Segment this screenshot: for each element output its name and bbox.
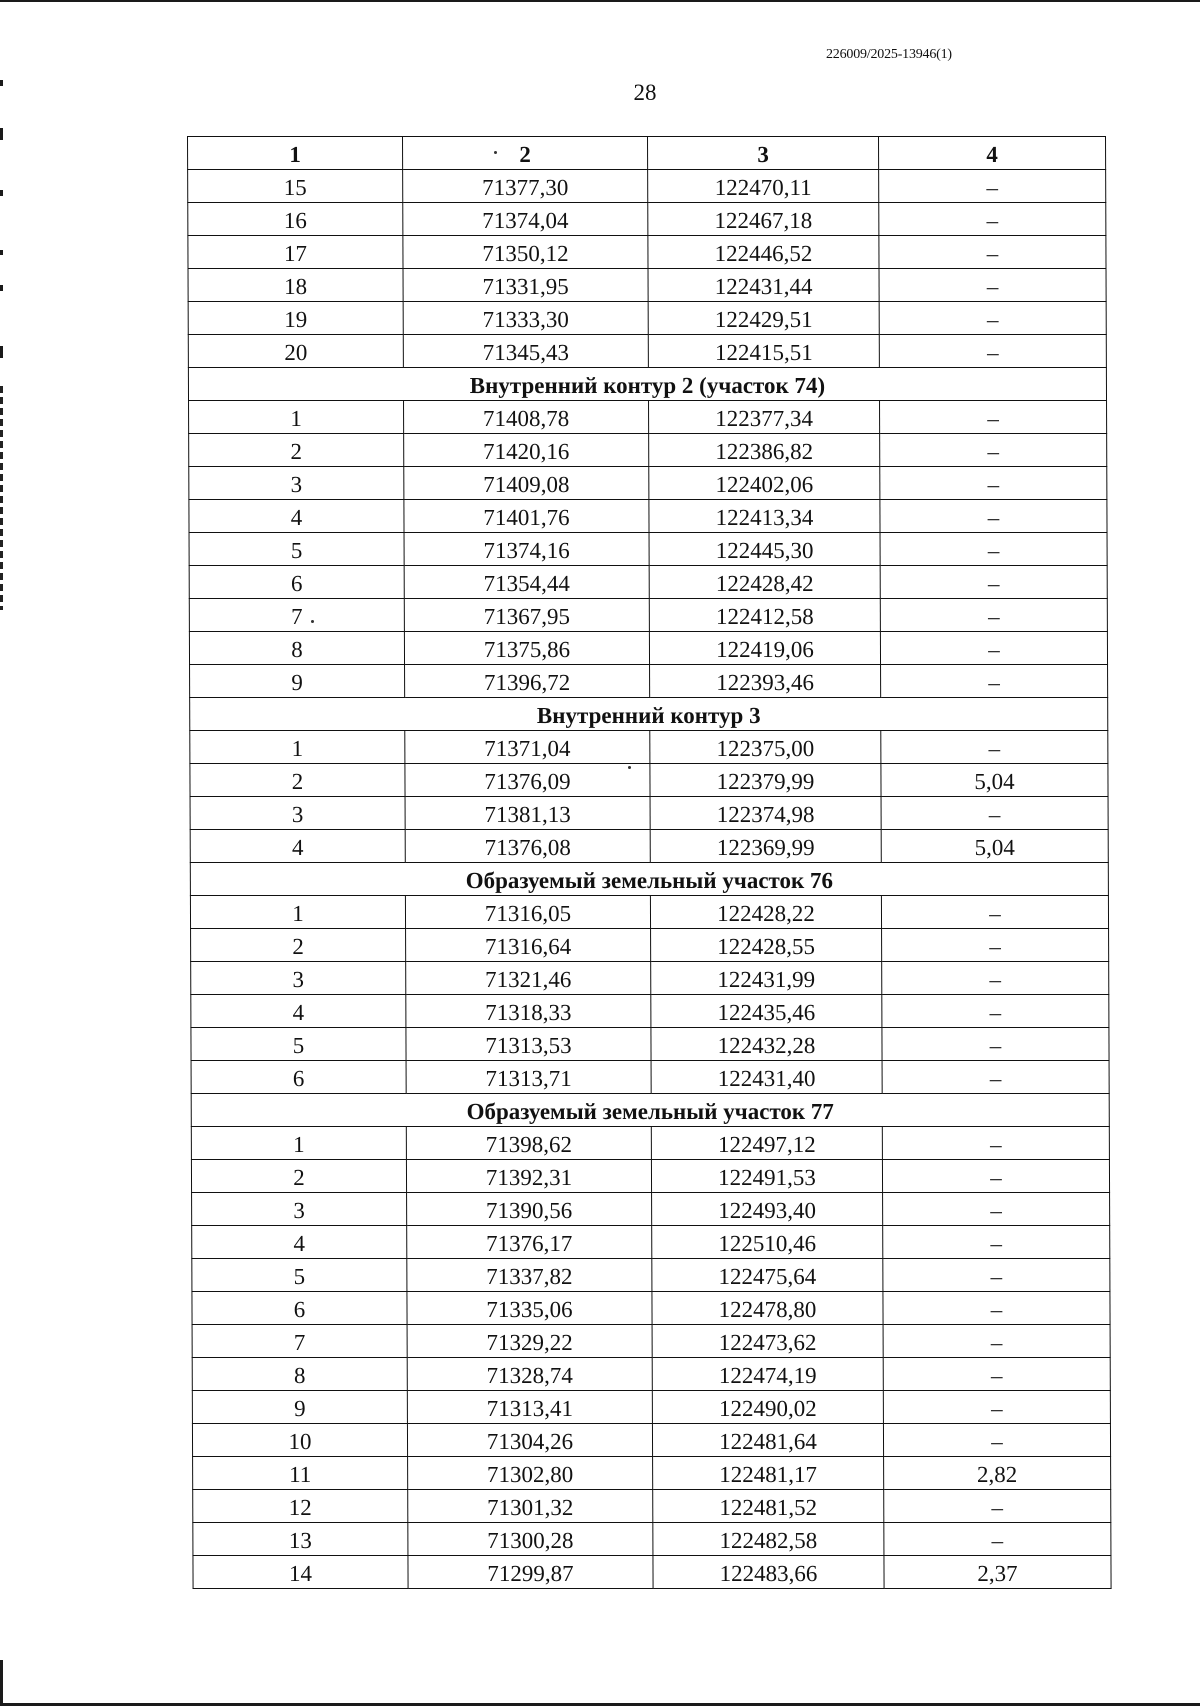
coordinate-x-cell: 71367,95 xyxy=(404,599,649,632)
section-title: Образуемый земельный участок 77 xyxy=(191,1094,1109,1127)
column-header-1: 1 xyxy=(188,137,403,170)
point-number-cell: 4 xyxy=(191,995,406,1028)
coordinate-x-cell: 71301,32 xyxy=(408,1490,653,1523)
coordinate-x-cell: 71390,56 xyxy=(407,1193,652,1226)
table-row xyxy=(191,1028,1109,1061)
coordinate-y-cell: 122481,17 xyxy=(653,1457,884,1490)
value-cell: – xyxy=(884,1523,1111,1556)
coordinate-y-cell: 122429,51 xyxy=(648,302,879,335)
scan-margin-mark xyxy=(0,128,3,140)
page-number: 28 xyxy=(633,80,657,105)
table-row xyxy=(192,1391,1110,1424)
table-row xyxy=(188,170,1106,203)
coordinate-y-cell: 122379,99 xyxy=(650,764,881,797)
value-cell: – xyxy=(883,1325,1110,1358)
table-header xyxy=(188,137,1106,170)
coordinate-x-cell: 71337,82 xyxy=(407,1259,652,1292)
point-number-cell: 18 xyxy=(188,269,403,302)
table-row xyxy=(188,236,1106,269)
coordinate-y-cell: 122473,62 xyxy=(652,1325,883,1358)
coordinate-x-cell: 71377,30 xyxy=(403,170,648,203)
coordinate-x-cell: 71374,16 xyxy=(404,533,649,566)
value-cell: – xyxy=(881,896,1108,929)
table-row xyxy=(192,1358,1110,1391)
header-row xyxy=(188,137,1106,170)
section-row xyxy=(191,1094,1109,1127)
scan-speck xyxy=(628,766,631,769)
value-cell: – xyxy=(880,632,1107,665)
value-cell: – xyxy=(882,995,1109,1028)
coordinate-y-cell: 122428,42 xyxy=(649,566,880,599)
coordinate-x-cell: 71375,86 xyxy=(404,632,649,665)
section-row xyxy=(188,368,1106,401)
table-row xyxy=(188,335,1106,368)
coordinate-x-cell: 71408,78 xyxy=(404,401,649,434)
point-number-cell: 9 xyxy=(192,1391,407,1424)
coordinate-y-cell: 122467,18 xyxy=(648,203,879,236)
point-number-cell: 1 xyxy=(190,731,405,764)
value-cell: – xyxy=(879,335,1106,368)
coordinate-x-cell: 71381,13 xyxy=(405,797,650,830)
point-number-cell: 16 xyxy=(188,203,403,236)
coordinate-x-cell: 71316,05 xyxy=(405,896,650,929)
value-cell: – xyxy=(884,1490,1111,1523)
value-cell: – xyxy=(882,962,1109,995)
coordinate-y-cell: 122393,46 xyxy=(650,665,881,698)
point-number-cell: 3 xyxy=(191,962,406,995)
coordinate-y-cell: 122475,64 xyxy=(652,1259,883,1292)
coordinate-y-cell: 122478,80 xyxy=(652,1292,883,1325)
table-row xyxy=(189,599,1107,632)
section-row xyxy=(190,698,1108,731)
column-header-2: 2 xyxy=(403,137,648,170)
coordinate-y-cell: 122446,52 xyxy=(648,236,879,269)
table-row xyxy=(192,1259,1110,1292)
coordinate-y-cell: 122431,99 xyxy=(651,962,882,995)
scan-border-left xyxy=(0,1660,3,1706)
value-cell: – xyxy=(883,1424,1110,1457)
scan-margin-mark xyxy=(0,346,3,358)
value-cell: – xyxy=(880,434,1107,467)
coordinate-x-cell: 71409,08 xyxy=(404,467,649,500)
value-cell: 5,04 xyxy=(881,830,1108,863)
value-cell: – xyxy=(880,566,1107,599)
coordinate-y-cell: 122474,19 xyxy=(652,1358,883,1391)
value-cell: – xyxy=(882,1061,1109,1094)
value-cell: – xyxy=(879,236,1106,269)
table-row xyxy=(192,1193,1110,1226)
scan-margin-mark xyxy=(0,250,3,255)
coordinate-y-cell: 122412,58 xyxy=(649,599,880,632)
point-number-cell: 7 xyxy=(192,1325,407,1358)
section-row xyxy=(190,863,1108,896)
table-row xyxy=(191,1061,1109,1094)
table-row xyxy=(192,1292,1110,1325)
coordinate-y-cell: 122369,99 xyxy=(650,830,881,863)
point-number-cell: 8 xyxy=(189,632,404,665)
coordinate-x-cell: 71318,33 xyxy=(406,995,651,1028)
table-row xyxy=(189,533,1107,566)
value-cell: – xyxy=(883,1259,1110,1292)
coordinate-x-cell: 71331,95 xyxy=(403,269,648,302)
column-header-4: 4 xyxy=(879,137,1106,170)
value-cell: – xyxy=(883,1391,1110,1424)
point-number-cell: 11 xyxy=(193,1457,408,1490)
table-row xyxy=(191,929,1109,962)
coordinate-x-cell: 71321,46 xyxy=(406,962,651,995)
coordinate-x-cell: 71329,22 xyxy=(407,1325,652,1358)
point-number-cell: 1 xyxy=(189,401,404,434)
table-row xyxy=(189,500,1107,533)
scan-margin-marks xyxy=(0,386,3,610)
point-number-cell: 9 xyxy=(190,665,405,698)
coordinate-x-cell: 71376,09 xyxy=(405,764,650,797)
point-number-cell: 13 xyxy=(193,1523,408,1556)
coordinate-x-cell: 71376,08 xyxy=(405,830,650,863)
table-row xyxy=(191,962,1109,995)
table-row xyxy=(188,269,1106,302)
scan-speck xyxy=(494,151,497,154)
table-row xyxy=(189,632,1107,665)
coordinate-x-cell: 71376,17 xyxy=(407,1226,652,1259)
coordinate-y-cell: 122377,34 xyxy=(649,401,880,434)
point-number-cell: 1 xyxy=(191,1127,406,1160)
coordinate-y-cell: 122374,98 xyxy=(650,797,881,830)
coordinate-y-cell: 122431,40 xyxy=(651,1061,882,1094)
table-row xyxy=(190,731,1108,764)
coordinates-table xyxy=(187,136,1112,1589)
table-row xyxy=(191,995,1109,1028)
coordinate-x-cell: 71304,26 xyxy=(407,1424,652,1457)
point-number-cell: 5 xyxy=(192,1259,407,1292)
point-number-cell: 4 xyxy=(189,500,404,533)
document-registration-number: 226009/2025-13946(1) xyxy=(826,47,952,62)
section-title: Внутренний контур 3 xyxy=(190,698,1108,731)
value-cell: – xyxy=(882,1127,1109,1160)
value-cell: – xyxy=(880,401,1107,434)
value-cell: – xyxy=(879,269,1106,302)
point-number-cell: 2 xyxy=(190,764,405,797)
coordinate-x-cell: 71302,80 xyxy=(408,1457,653,1490)
section-title: Образуемый земельный участок 76 xyxy=(190,863,1108,896)
point-number-cell: 15 xyxy=(188,170,403,203)
point-number-cell: 12 xyxy=(193,1490,408,1523)
coordinate-x-cell: 71313,53 xyxy=(406,1028,651,1061)
point-number-cell: 2 xyxy=(191,929,406,962)
value-cell: – xyxy=(879,203,1106,236)
value-cell: – xyxy=(880,467,1107,500)
coordinate-x-cell: 71313,71 xyxy=(406,1061,651,1094)
table-row xyxy=(190,764,1108,797)
section-title: Внутренний контур 2 (участок 74) xyxy=(188,368,1106,401)
scan-margin-mark xyxy=(0,285,3,291)
value-cell: – xyxy=(882,1160,1109,1193)
table-row xyxy=(190,797,1108,830)
value-cell: – xyxy=(879,302,1106,335)
value-cell: – xyxy=(882,929,1109,962)
point-number-cell: 19 xyxy=(188,302,403,335)
value-cell: – xyxy=(883,1226,1110,1259)
point-number-cell: 3 xyxy=(189,467,404,500)
table-row xyxy=(189,401,1107,434)
point-number-cell: 5 xyxy=(191,1028,406,1061)
coordinate-y-cell: 122413,34 xyxy=(649,500,880,533)
value-cell: – xyxy=(883,1292,1110,1325)
point-number-cell: 5 xyxy=(189,533,404,566)
value-cell: – xyxy=(883,1358,1110,1391)
coordinate-x-cell: 71300,28 xyxy=(408,1523,653,1556)
scan-margin-mark xyxy=(0,80,3,86)
value-cell: 2,37 xyxy=(884,1556,1111,1589)
coordinate-y-cell: 122428,22 xyxy=(650,896,881,929)
point-number-cell: 4 xyxy=(192,1226,407,1259)
table-row xyxy=(193,1556,1111,1589)
table-row xyxy=(188,302,1106,335)
coordinate-x-cell: 71374,04 xyxy=(403,203,648,236)
coordinate-y-cell: 122445,30 xyxy=(649,533,880,566)
coordinate-y-cell: 122431,44 xyxy=(648,269,879,302)
point-number-cell: 8 xyxy=(192,1358,407,1391)
column-header-3: 3 xyxy=(648,137,879,170)
table-row xyxy=(190,665,1108,698)
value-cell: – xyxy=(880,533,1107,566)
point-number-cell: 6 xyxy=(191,1061,406,1094)
coordinate-y-cell: 122432,28 xyxy=(651,1028,882,1061)
coordinate-x-cell: 71401,76 xyxy=(404,500,649,533)
coordinate-y-cell: 122510,46 xyxy=(652,1226,883,1259)
value-cell: – xyxy=(881,731,1108,764)
point-number-cell: 20 xyxy=(188,335,403,368)
point-number-cell: 4 xyxy=(190,830,405,863)
scan-margin-mark xyxy=(0,190,3,196)
value-cell: 5,04 xyxy=(881,764,1108,797)
coordinate-x-cell: 71420,16 xyxy=(404,434,649,467)
coordinate-x-cell: 71398,62 xyxy=(406,1127,651,1160)
value-cell: – xyxy=(883,1193,1110,1226)
point-number-cell: 2 xyxy=(191,1160,406,1193)
point-number-cell: 3 xyxy=(190,797,405,830)
table-row xyxy=(192,1424,1110,1457)
coordinate-x-cell: 71392,31 xyxy=(406,1160,651,1193)
point-number-cell: 10 xyxy=(192,1424,407,1457)
coordinate-y-cell: 122386,82 xyxy=(649,434,880,467)
point-number-cell: 2 xyxy=(189,434,404,467)
table-row xyxy=(189,467,1107,500)
point-number-cell: 17 xyxy=(188,236,403,269)
coordinate-y-cell: 122491,53 xyxy=(651,1160,882,1193)
value-cell: – xyxy=(881,797,1108,830)
point-number-cell: 14 xyxy=(193,1556,408,1589)
point-number-cell: 1 xyxy=(190,896,405,929)
table-row xyxy=(190,830,1108,863)
coordinate-y-cell: 122470,11 xyxy=(648,170,879,203)
coordinate-x-cell: 71371,04 xyxy=(405,731,650,764)
coordinate-y-cell: 122481,64 xyxy=(652,1424,883,1457)
value-cell: 2,82 xyxy=(884,1457,1111,1490)
coordinate-y-cell: 122435,46 xyxy=(651,995,882,1028)
coordinate-y-cell: 122481,52 xyxy=(653,1490,884,1523)
value-cell: – xyxy=(882,1028,1109,1061)
table-row xyxy=(193,1457,1111,1490)
point-number-cell: 3 xyxy=(192,1193,407,1226)
coordinate-y-cell: 122497,12 xyxy=(651,1127,882,1160)
coordinate-x-cell: 71354,44 xyxy=(404,566,649,599)
coordinate-y-cell: 122375,00 xyxy=(650,731,881,764)
table-row xyxy=(191,1160,1109,1193)
coordinate-x-cell: 71345,43 xyxy=(403,335,648,368)
table-row xyxy=(193,1490,1111,1523)
value-cell: – xyxy=(880,599,1107,632)
scan-border-top xyxy=(0,0,1200,2)
table-row xyxy=(191,1127,1109,1160)
coordinate-x-cell: 71396,72 xyxy=(405,665,650,698)
coordinate-x-cell: 71299,87 xyxy=(408,1556,653,1589)
coordinate-x-cell: 71335,06 xyxy=(407,1292,652,1325)
table-row xyxy=(193,1523,1111,1556)
coordinate-x-cell: 71313,41 xyxy=(407,1391,652,1424)
table-row xyxy=(192,1226,1110,1259)
coordinate-y-cell: 122490,02 xyxy=(652,1391,883,1424)
point-number-cell: 6 xyxy=(192,1292,407,1325)
table-row xyxy=(190,896,1108,929)
value-cell: – xyxy=(881,665,1108,698)
coordinate-y-cell: 122415,51 xyxy=(648,335,879,368)
point-number-cell: 7 xyxy=(189,599,404,632)
coordinate-y-cell: 122493,40 xyxy=(652,1193,883,1226)
table-row xyxy=(189,434,1107,467)
coordinate-y-cell: 122483,66 xyxy=(653,1556,884,1589)
coordinate-x-cell: 71316,64 xyxy=(406,929,651,962)
table-row xyxy=(188,203,1106,236)
scan-speck xyxy=(311,620,314,623)
table-row xyxy=(189,566,1107,599)
coordinate-y-cell: 122419,06 xyxy=(649,632,880,665)
table-body xyxy=(188,170,1111,1589)
coordinate-x-cell: 71333,30 xyxy=(403,302,648,335)
coordinate-x-cell: 71328,74 xyxy=(407,1358,652,1391)
coordinate-x-cell: 71350,12 xyxy=(403,236,648,269)
value-cell: – xyxy=(880,500,1107,533)
table-row xyxy=(192,1325,1110,1358)
coordinate-y-cell: 122402,06 xyxy=(649,467,880,500)
coordinate-y-cell: 122428,55 xyxy=(651,929,882,962)
point-number-cell: 6 xyxy=(189,566,404,599)
value-cell: – xyxy=(879,170,1106,203)
coordinate-y-cell: 122482,58 xyxy=(653,1523,884,1556)
